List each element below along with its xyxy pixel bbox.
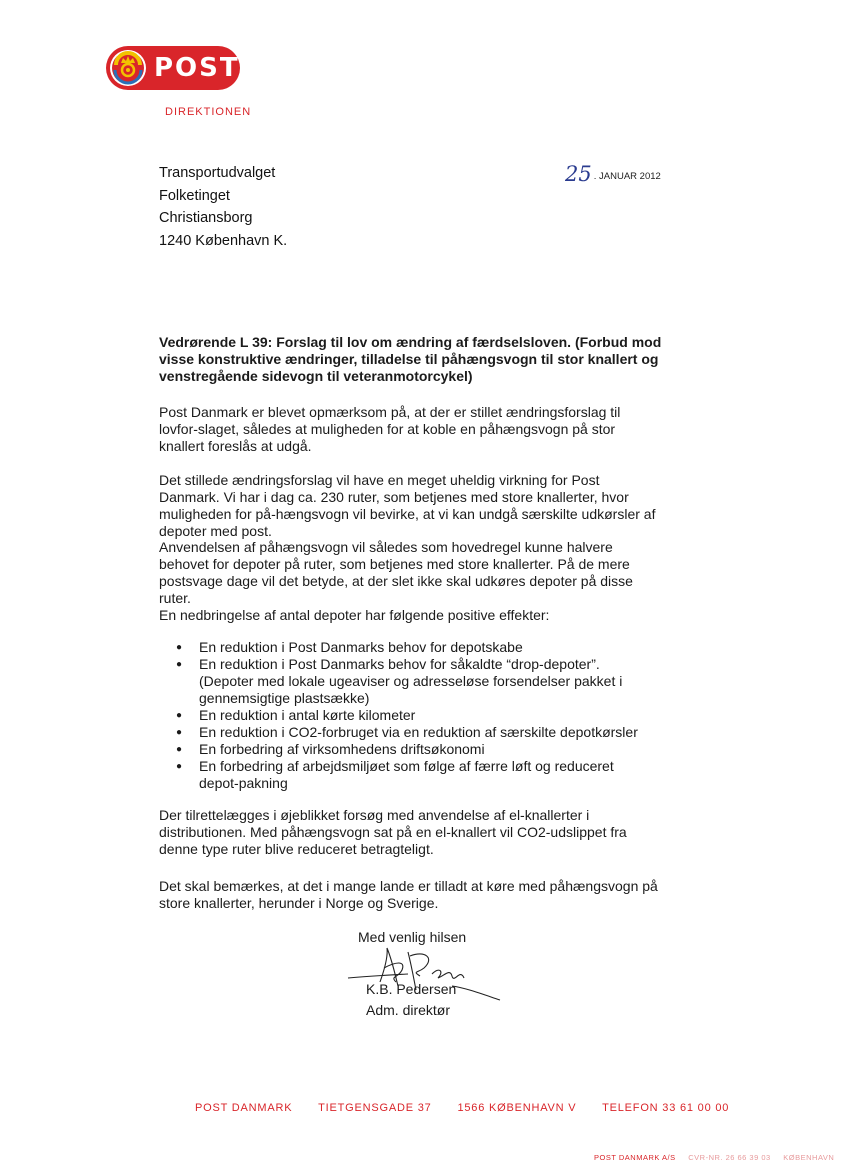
- closing-phrase: Med venlig hilsen: [358, 929, 467, 945]
- footer-item: TIETGENSGADE 37: [318, 1102, 432, 1114]
- letter-subject: Vedrørende L 39: Forslag til lov om ændring af færdselsloven. (Forbud mod visse konstruktive ændringer, tilladelse til påhængsvogn til stor knallert og venstregående sidevogn til veteranmotorcykel): [159, 334, 662, 384]
- signer-name: K.B. Pedersen: [366, 981, 457, 997]
- address-line: Folketinget: [159, 187, 230, 204]
- date-day-handwritten: 25: [565, 162, 592, 186]
- effects-list: [176, 639, 646, 792]
- footer-company: POST DANMARK A/S: [594, 1153, 676, 1162]
- list-item: ● En reduktion i Post Danmarks behov for depotskabe: [176, 639, 646, 656]
- handwritten-signature: [340, 938, 505, 1010]
- paragraph: Anvendelsen af påhængsvogn vil således som hovedregel kunne halvere behovet for depoter på ruter, som betjenes med store knallerter. På de mere postsvage dage vil det betyde, at der slet ikke skal udkøres depoter på disse ruter.: [159, 539, 633, 606]
- recipient-address: [159, 162, 287, 252]
- department-label: DIREKTIONEN: [165, 106, 252, 118]
- paragraph: En nedbringelse af antal depoter har følgende positive effekter:: [159, 607, 550, 623]
- footer-item: TELEFON 33 61 00 00: [602, 1102, 730, 1114]
- crown-posthorn-icon: [108, 48, 148, 88]
- footer-city: KØBENHAVN: [783, 1153, 835, 1162]
- footer-cvr: CVR-NR. 26 66 39 03: [688, 1153, 771, 1162]
- list-item: ● En forbedring af arbejdsmiljøet som følge af færre løft og reduceret depot-pakning: [176, 758, 646, 792]
- date-month-year: . JANUAR 2012: [593, 171, 661, 182]
- post-logo: [106, 46, 240, 90]
- address-line: Transportudvalget: [159, 165, 276, 181]
- paragraph: Det skal bemærkes, at det i mange lande er tilladt at køre med påhængsvogn på store knallerter, herunder i Norge og Sverige.: [159, 878, 658, 911]
- list-item: ● En reduktion i CO2-forbruget via en reduktion af særskilte depotkørsler: [176, 724, 646, 741]
- paragraph: Det stillede ændringsforslag vil have en meget uheldig virkning for Post Danmark. Vi har i dag ca. 230 ruter, som betjenes med store knallerter, hvor muligheden for på-hængsvogn vil bevirke, at vi kan undgå særskilte udkørsler af depoter med post.: [159, 472, 656, 539]
- list-item: ● En forbedring af virksomhedens driftsøkonomi: [176, 741, 646, 758]
- signer-title: Adm. direktør: [366, 1002, 451, 1018]
- letterhead-footer: [195, 1102, 751, 1114]
- logo-wordmark: POST: [154, 53, 240, 83]
- footer-item: 1566 KØBENHAVN V: [457, 1102, 577, 1114]
- address-line: Christiansborg: [159, 210, 253, 226]
- paragraph: Der tilrettelægges i øjeblikket forsøg med anvendelse af el-knallerter i distributionen. Med påhængsvogn sat på en el-knallert vil CO2-udslippet fra denne type ruter blive reduceret betragteligt.: [159, 807, 627, 857]
- company-registration-footer: [594, 1153, 844, 1162]
- footer-item: POST DANMARK: [195, 1102, 293, 1114]
- letter-date: [565, 162, 661, 186]
- paragraph: Post Danmark er blevet opmærksom på, at der er stillet ændringsforslag til lovfor-slaget, således at muligheden for at koble en påhængsvogn på stor knallert foreslås at udgå.: [159, 404, 621, 454]
- list-item: ● En reduktion i Post Danmarks behov for såkaldte “drop-depoter”. (Depoter med lokale ugeaviser og adresseløse forsendelser pakket i gennemsigtige plastsække): [176, 656, 646, 707]
- address-line: 1240 København K.: [159, 232, 288, 249]
- list-item: ● En reduktion i antal kørte kilometer: [176, 707, 646, 724]
